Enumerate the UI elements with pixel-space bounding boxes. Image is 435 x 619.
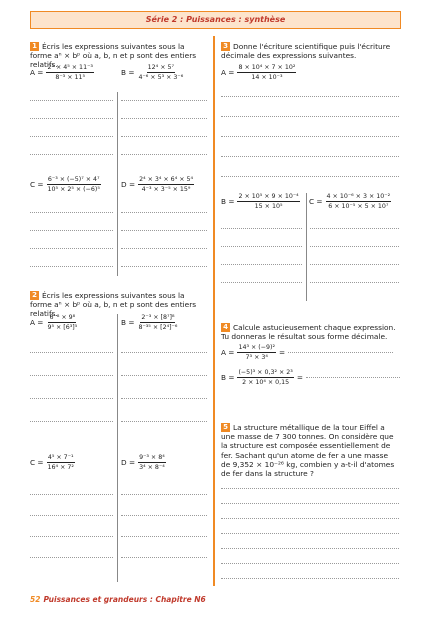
ex1-divider bbox=[117, 92, 118, 276]
ex1-expression-a: A = $\frac{\text{2⁵ × 4⁵ × 11⁻³}}{\text{8⁻³ × 11⁵}}$ bbox=[30, 64, 93, 81]
ex4-expression-b: B = $\frac{\text{(−5)³ × 0,3² × 2³}}{\text{2 × 10⁴ × 0,15}}$ = bbox=[221, 369, 400, 386]
ex5-answer-lines[interactable] bbox=[221, 488, 399, 579]
ex4-expression-a: A = $\frac{\text{14³ × (−9)²}}{\text{7³ × 3⁴}}$ = bbox=[221, 344, 393, 361]
series-title-banner bbox=[30, 11, 401, 29]
ex1-expression-d: D = $\frac{\text{2⁴ × 3⁴ × 6⁴ × 5⁴}}{\text{4⁻³ × 3⁻⁵ × 15⁹}}$ bbox=[121, 176, 194, 193]
ex2-instruction: 2 Écris les expressions suivantes sous la forme aⁿ × bᵖ où a, b, n et p sont des entiers relatifs. bbox=[30, 291, 197, 319]
ex1-answer-lines-c[interactable] bbox=[30, 212, 113, 267]
ex4-number: 4 bbox=[221, 323, 230, 332]
page-number: 52 bbox=[30, 595, 41, 604]
ex4-answer-a[interactable] bbox=[288, 352, 393, 353]
ex2-answer-lines-d[interactable] bbox=[121, 494, 207, 558]
ex2-answer-lines-a[interactable] bbox=[30, 352, 113, 422]
ex4-answer-b[interactable] bbox=[306, 377, 400, 378]
ex3-answer-lines-b[interactable] bbox=[221, 228, 302, 283]
ex2-answer-lines-c[interactable] bbox=[30, 494, 113, 558]
ex3-answer-lines-a[interactable] bbox=[221, 96, 399, 177]
ex1-answer-lines-b[interactable] bbox=[121, 100, 207, 155]
ex2-expression-b: B = $\frac{\text{2⁻³ × [8⁷]⁸}}{\text{8⁻³⁵ × [2⁴]⁻⁶}}$ bbox=[121, 314, 178, 331]
ex3-divider bbox=[306, 193, 307, 301]
column-divider bbox=[213, 36, 215, 586]
ex2-expression-d: D = $\frac{\text{9⁻³ × 8⁴}}{\text{3⁴ × 8⁻⁴}}$ bbox=[121, 454, 165, 471]
ex3-number: 3 bbox=[221, 42, 230, 51]
ex3-expression-c: C = $\frac{\text{4 × 10⁻⁶ × 3 × 10⁻²}}{\text{6 × 10⁻⁵ × 5 × 10⁷}}$ bbox=[309, 193, 391, 210]
ex1-expression-b: B = $\frac{\text{12⁴ × 5⁷}}{\text{4⁻⁶ × 5³ × 3⁻⁶}}$ bbox=[121, 64, 184, 81]
ex2-divider bbox=[117, 314, 118, 582]
ex3-answer-lines-c[interactable] bbox=[310, 228, 399, 283]
ex5-instruction: 5 La structure métallique de la tour Eiffel a une masse de 7 300 tonnes. On considère que la structure est composée essentiellement de fer. Sachant qu'un atome de fer a une masse de 9,352 × 10⁻²⁶ kg, combien y a-t-il d'atomes de fer dans la structure ? bbox=[221, 423, 395, 479]
series-title: Série 2 : Puissances : synthèse bbox=[145, 15, 286, 24]
chapter-title: Puissances et grandeurs : Chapitre N6 bbox=[43, 595, 206, 604]
ex1-answer-lines-a[interactable] bbox=[30, 100, 113, 155]
ex1-instruction: 1 Écris les expressions suivantes sous la forme aⁿ × bᵖ où a, b, n et p sont des entiers relatifs. bbox=[30, 42, 197, 70]
ex2-expression-c: C = $\frac{\text{4⁵ × 7⁻¹}}{\text{16⁴ × 7²}}$ bbox=[30, 454, 74, 471]
ex3-expression-a: A = $\frac{\text{8 × 10⁴ × 7 × 10²}}{\text{14 × 10⁻³}}$ bbox=[221, 64, 296, 81]
ex1-expression-c: C = $\frac{\text{6⁻³ × (−5)⁷ × 4⁷}}{\text{10⁵ × 2⁵ × (−6)⁵}}$ bbox=[30, 176, 100, 193]
ex2-expression-a: A = $\frac{\text{6⁻⁸ × 9⁸}}{\text{9⁵ × [6³]⁵}}$ bbox=[30, 314, 78, 331]
page-footer bbox=[30, 595, 206, 604]
ex5-number: 5 bbox=[221, 423, 230, 432]
ex3-instruction: 3 Donne l'écriture scientifique puis l'écriture décimale des expressions suivantes. bbox=[221, 42, 391, 61]
ex1-answer-lines-d[interactable] bbox=[121, 212, 207, 267]
ex2-number: 2 bbox=[30, 291, 39, 300]
ex1-number: 1 bbox=[30, 42, 39, 51]
ex2-answer-lines-b[interactable] bbox=[121, 352, 207, 422]
ex3-expression-b: B = $\frac{\text{2 × 10⁵ × 9 × 10⁻⁴}}{\text{15 × 10⁵}}$ bbox=[221, 193, 299, 210]
ex4-instruction: 4 Calcule astucieusement chaque expression. Tu donneras le résultat sous forme décimale. bbox=[221, 323, 396, 342]
